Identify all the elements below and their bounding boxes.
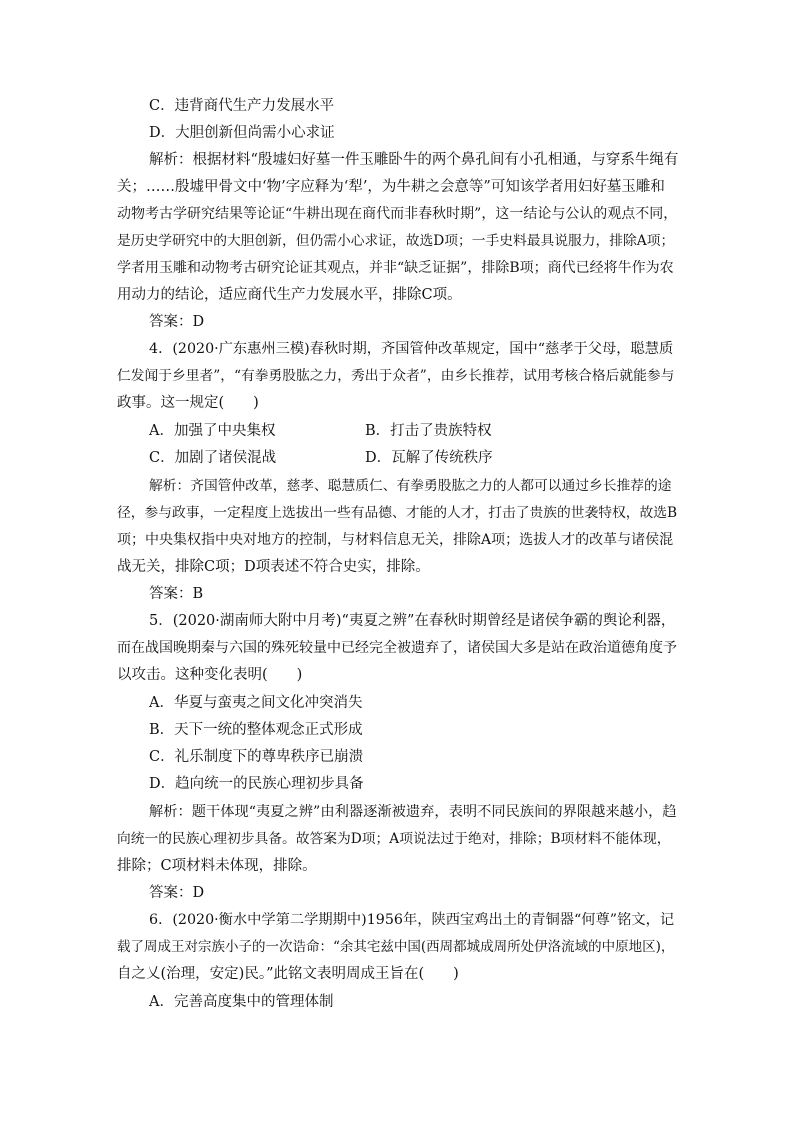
q4-option-b: B．打击了贵族特权	[365, 423, 492, 439]
q4-option-d: D．瓦解了传统秩序	[365, 450, 493, 466]
q5-stem-line: 以攻击。这种变化表明( )	[117, 667, 303, 683]
q4-stem-line: 仁发闻于乡里者”，“有拳勇股肱之力，秀出于众者”，由乡长推荐，试用考核合格后就能参与	[117, 368, 675, 384]
q4-analysis-line: 径，参与政事，一定程度上选拔出一些有品德、才能的人才，打击了贵族的世袭特权，故选B	[117, 505, 678, 521]
q3-analysis-line: 学者用玉雕和动物考古研究论证其观点，并非“缺乏证据”，排除B项；商代已经将牛作为农	[117, 260, 674, 276]
q3-analysis-line: 用动力的结论，适应商代生产力发展水平，排除C项。	[117, 287, 462, 303]
q3-analysis-line: 动物考古学研究结果等论证“牛耕出现在商代而非春秋时期”，这一结论与公认的观点不同，	[117, 206, 678, 222]
q5-stem-line: 5．(2020·湖南师大附中月考)“夷夏之辨”在春秋时期曾经是诸侯争霸的舆论利器，	[149, 613, 676, 629]
q3-option-c: C．违背商代生产力发展水平	[149, 98, 335, 114]
q5-analysis-line: 向统一的民族心理初步具备。故答案为D项；A项说法过于绝对，排除；B项材料不能体现，	[117, 831, 671, 847]
q4-option-a: A．加强了中央集权	[149, 423, 276, 439]
q5-option-a: A．华夏与蛮夷之间文化冲突消失	[149, 695, 363, 711]
q4-stem-line: 政事。这一规定( )	[117, 395, 259, 411]
q5-option-b: B．天下一统的整体观念正式形成	[149, 722, 363, 738]
q5-option-c: C．礼乐制度下的尊卑秩序已崩溃	[149, 749, 364, 765]
q4-analysis-line: 项；中央集权指中央对地方的控制，与材料信息无关，排除A项；选拔人才的改革与诸侯混	[117, 532, 674, 548]
q3-analysis-line: 是历史学研究中的大胆创新，但仍需小心求证，故选D项；一手史料最具说服力，排除A项；	[117, 233, 675, 249]
q5-stem-line: 而在战国晚期秦与六国的殊死较量中已经完全被遗弃了，诸侯国大多是站在政治道德角度予	[117, 640, 677, 656]
q4-analysis-line: 解析：齐国管仲改革，慈孝、聪慧质仁、有拳勇股肱之力的人都可以通过乡长推荐的途	[149, 478, 672, 494]
q6-stem-line: 6．(2020·衡水中学第二学期期中)1956年，陕西宝鸡出土的青铜器“何尊”铭文，记	[149, 912, 675, 928]
q4-stem-line: 4．(2020·广东惠州三模)春秋时期，齐国管仲改革规定，国中“慈孝于父母，聪慧质	[149, 341, 674, 357]
q6-stem-line: 载了周成王对宗族小子的一次诰命：“余其宅兹中国(西周都城成周所处伊洛流域的中原地区)，	[117, 939, 675, 955]
q3-answer: 答案：D	[149, 314, 205, 330]
q3-option-d: D．大胆创新但尚需小心求证	[149, 125, 335, 141]
q5-analysis-line: 排除；C项材料未体现，排除。	[117, 858, 317, 874]
q6-stem-line: 自之乂(治理，安定)民。”此铭文表明周成王旨在( )	[117, 966, 459, 982]
q3-analysis-line: 关；……殷墟甲骨文中‘物’字应释为‘犁’，为牛耕之会意等”可知该学者用妇好墓玉雕和	[117, 179, 665, 195]
q5-option-d: D．趋向统一的民族心理初步具备	[149, 776, 364, 792]
q4-analysis-line: 战无关，排除C项；D项表述不符合史实，排除。	[117, 559, 430, 575]
q5-answer: 答案：D	[149, 885, 205, 901]
q3-analysis-line: 解析：根据材料“殷墟妇好墓一件玉雕卧牛的两个鼻孔间有小孔相通，与穿系牛绳有	[149, 152, 679, 168]
q4-answer: 答案：B	[149, 586, 204, 602]
q5-analysis-line: 解析：题干体现“夷夏之辨”由利器逐渐被遗弃，表明不同民族间的界限越来越小，趋	[149, 804, 677, 820]
q4-option-c: C．加剧了诸侯混战	[149, 450, 277, 466]
q6-option-a: A．完善高度集中的管理体制	[149, 994, 334, 1010]
q4-options-row-1	[149, 421, 275, 441]
